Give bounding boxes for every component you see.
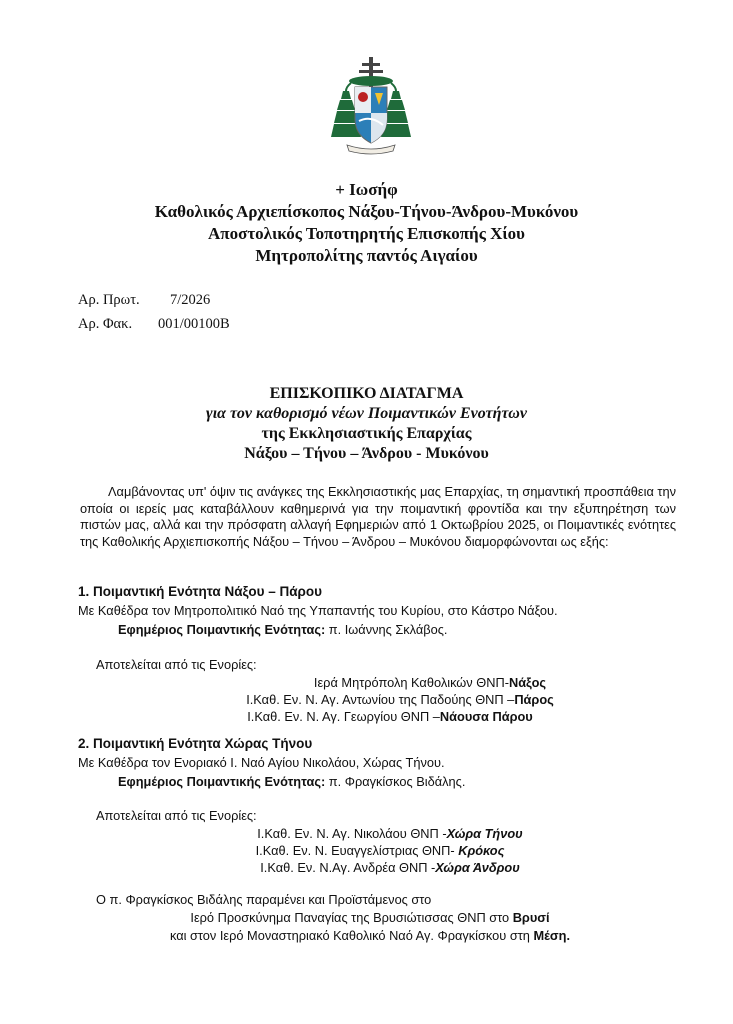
section-2-parish-2: Ι.Καθ. Εν. Ν. Ευαγγελίστριας ΘΝΠ- Κρόκος xyxy=(255,843,505,858)
decree-subtitle-3: Νάξου – Τήνου – Άνδρου - Μυκόνου xyxy=(244,445,489,462)
archbishop-name: + Ιωσήφ xyxy=(335,180,398,199)
closing-line-1: Ο π. Φραγκίσκος Βιδάλης παραμένει και Προϊστάμενος στο xyxy=(96,892,432,907)
section-1-priest: Εφημέριος Ποιμαντικής Ενότητας: π. Ιωάννης Σκλάβος. xyxy=(118,622,448,637)
section-1-heading: 1. Ποιμαντική Ενότητα Νάξου – Πάρου xyxy=(78,584,322,599)
protocol-number: 7/2026 xyxy=(170,292,211,308)
section-1-parish-1: Ιερά Μητρόπολη Καθολικών ΘΝΠ-Νάξος xyxy=(313,675,547,690)
archbishop-title: Καθολικός Αρχιεπίσκοπος Νάξου-Τήνου-Άνδρου-Μυκόνου xyxy=(154,202,579,221)
closing-line-3: και στον Ιερό Μοναστηριακό Καθολικό Ναό Αγ. Φραγκίσκου στη Μέση. xyxy=(169,928,571,943)
section-1-seat: Με Καθέδρα τον Μητροπολιτικό Ναό της Υπαπαντής του Κυρίου, στο Κάστρο Νάξου. xyxy=(78,603,558,618)
section-2-seat: Με Καθέδρα τον Ενοριακό Ι. Ναό Αγίου Νικολάου, Χώρας Τήνου. xyxy=(78,755,445,770)
section-2-parish-3: Ι.Καθ. Εν. Ν.Αγ. Ανδρέα ΘΝΠ -Χώρα Άνδρου xyxy=(260,860,520,875)
section-1-parish-2: Ι.Καθ. Εν. Ν. Αγ. Αντωνίου της Παδούης ΘΝΠ –Πάρος xyxy=(246,692,554,707)
section-2-parishes-intro: Αποτελείται από τις Ενορίες: xyxy=(96,808,257,823)
closing-line-2: Ιερό Προσκύνημα Παναγίας της Βρυσιώτισσας ΘΝΠ στο Βρυσί xyxy=(190,910,550,925)
section-2-priest: Εφημέριος Ποιμαντικής Ενότητας: π. Φραγκίσκος Βιδάλης. xyxy=(118,774,466,789)
file-number: 001/00100B xyxy=(158,316,230,332)
decree-title: ΕΠΙΣΚΟΠΙΚΟ ΔΙΑΤΑΓΜΑ xyxy=(269,385,464,402)
metropolitan-title: Μητροπολίτης παντός Αιγαίου xyxy=(255,246,478,265)
section-2-parish-1: Ι.Καθ. Εν. Ν. Αγ. Νικολάου ΘΝΠ -Χώρα Τήνου xyxy=(257,826,523,841)
apostolic-administrator-title: Αποστολικός Τοποτηρητής Επισκοπής Χίου xyxy=(208,224,525,243)
archdiocese-coat-of-arms xyxy=(329,53,413,161)
section-2-heading: 2. Ποιμαντική Ενότητα Χώρας Τήνου xyxy=(78,736,313,751)
section-1-parishes-intro: Αποτελείται από τις Ενορίες: xyxy=(96,657,257,672)
protocol-label: Αρ. Πρωτ. xyxy=(78,292,140,308)
intro-paragraph: Λαμβάνοντας υπ' όψιν τις ανάγκες της Εκκλησιαστικής μας Επαρχίας, τη σημαντική προσπάθεια την οποία οι ιερείς μας καταβάλλουν καθημερινά για την ποιμαντική φροντίδα και την εξυπηρέτηση των πιστών μας, αλλά και την πρόσφατη αλλαγή Εφημεριών από 1 Οκτωβρίου 2025, οι Ποιμαντικές ενότητες της Καθολικής Αρχιεπισκοπής Νάξου – Τήνου – Άνδρου – Μυκόνου διαμορφώνονται ως εξής: xyxy=(80,484,676,549)
decree-subtitle-1: για τον καθορισμό νέων Ποιμαντικών Ενοτήτων xyxy=(206,405,527,422)
section-1-parish-3: Ι.Καθ. Εν. Ν. Αγ. Γεωργίου ΘΝΠ –Νάουσα Πάρου xyxy=(247,709,533,724)
file-label: Αρ. Φακ. xyxy=(78,316,133,332)
decree-subtitle-2: της Εκκλησιαστικής Επαρχίας xyxy=(261,425,472,442)
